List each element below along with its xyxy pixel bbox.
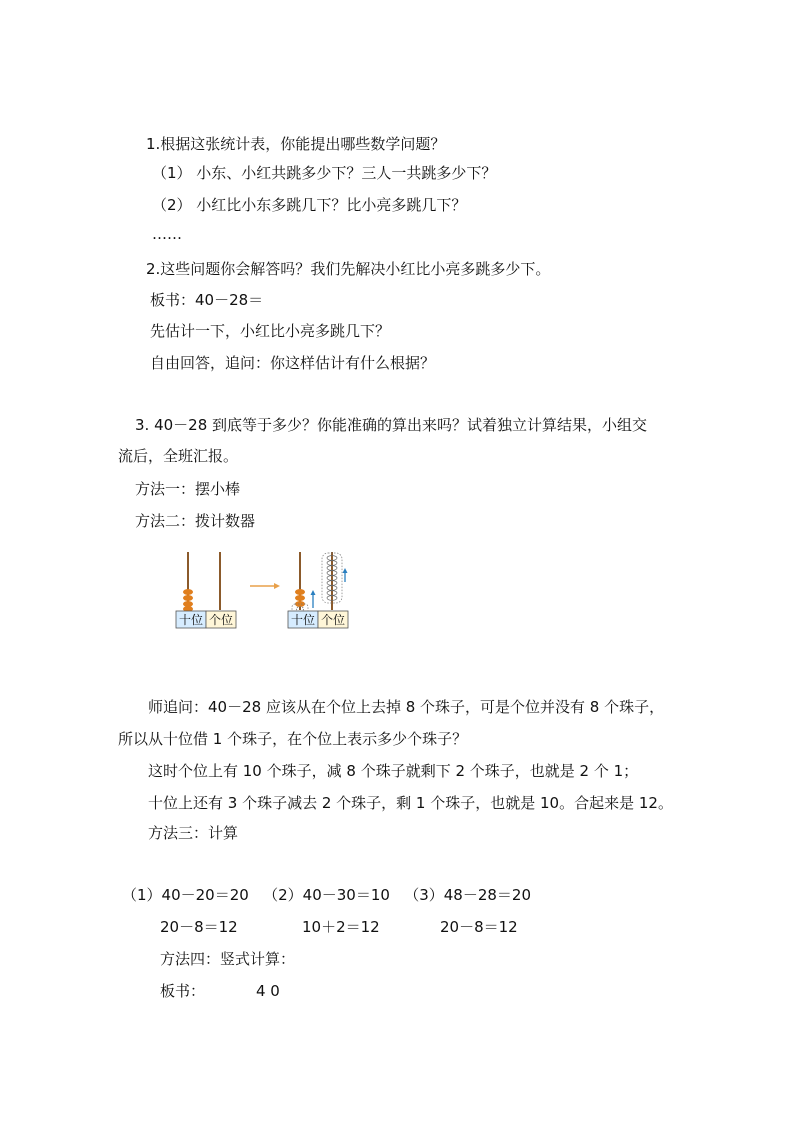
- question-1-item-2: （2） 小红比小东多跳几下？比小亮多跳几下？: [152, 196, 467, 214]
- calc-1-step-2: 20－8＝12: [160, 918, 238, 936]
- tens-label: 十位: [178, 613, 204, 627]
- right-arrow-icon: [250, 583, 280, 589]
- calc-2-step-2: 10＋2＝12: [302, 918, 380, 936]
- calc-row-1: （1）40－20＝20 （2）40－30＝10 （3）48－28＝20: [122, 886, 532, 904]
- calc-3-step-2: 20－8＝12: [440, 918, 518, 936]
- tens-label: 十位: [290, 613, 316, 627]
- question-2: 2.这些问题你会解答吗？我们先解决小红比小亮多跳多少下。: [146, 260, 551, 278]
- ones-label: 个位: [208, 613, 234, 627]
- vertical-calc-top: 4 0: [256, 982, 280, 1000]
- board-writing-2: 板书：: [160, 982, 206, 1000]
- abacus-after: [288, 552, 348, 628]
- board-writing-1: 板书：40－28＝: [150, 291, 264, 309]
- abacus-before: [176, 552, 236, 628]
- method-3: 方法三：计算: [148, 824, 239, 842]
- method-2: 方法二：拨计数器: [135, 512, 256, 530]
- method-4: 方法四：竖式计算：: [160, 950, 296, 968]
- ones-label: 个位: [320, 613, 346, 627]
- method-1: 方法一：摆小棒: [135, 480, 241, 498]
- bead: [183, 595, 193, 601]
- question-3-line-1: 3. 40－28 到底等于多少？你能准确的算出来吗？试着独立计算结果，小组交: [135, 416, 648, 434]
- bead: [295, 589, 305, 595]
- explain-line-1: 这时个位上有 10 个珠子，减 8 个珠子就剩下 2 个珠子，也就是 2 个 1；: [148, 762, 639, 780]
- ellipsis: ……: [152, 225, 182, 243]
- bead: [295, 595, 305, 601]
- abacus-figure: [170, 548, 360, 632]
- estimate-prompt: 先估计一下，小红比小亮多跳几下？: [150, 322, 391, 340]
- question-1: 1.根据这张统计表，你能提出哪些数学问题？: [146, 135, 446, 153]
- question-1-item-1: （1） 小东、小红共跳多少下？三人一共跳多少下？: [152, 164, 497, 182]
- free-answer: 自由回答，追问：你这样估计有什么根据？: [150, 354, 436, 372]
- question-3-line-2: 流后，全班汇报。: [118, 447, 239, 465]
- explain-line-2: 十位上还有 3 个珠子减去 2 个珠子，剩 1 个珠子，也就是 10。合起来是 12。: [148, 794, 673, 812]
- bead: [183, 589, 193, 595]
- followup-line-2: 所以从十位借 1 个珠子，在个位上表示多少个珠子？: [118, 730, 468, 748]
- followup-line-1: 师追问：40－28 应该从在个位上去掉 8 个珠子，可是个位并没有 8 个珠子，: [148, 698, 665, 716]
